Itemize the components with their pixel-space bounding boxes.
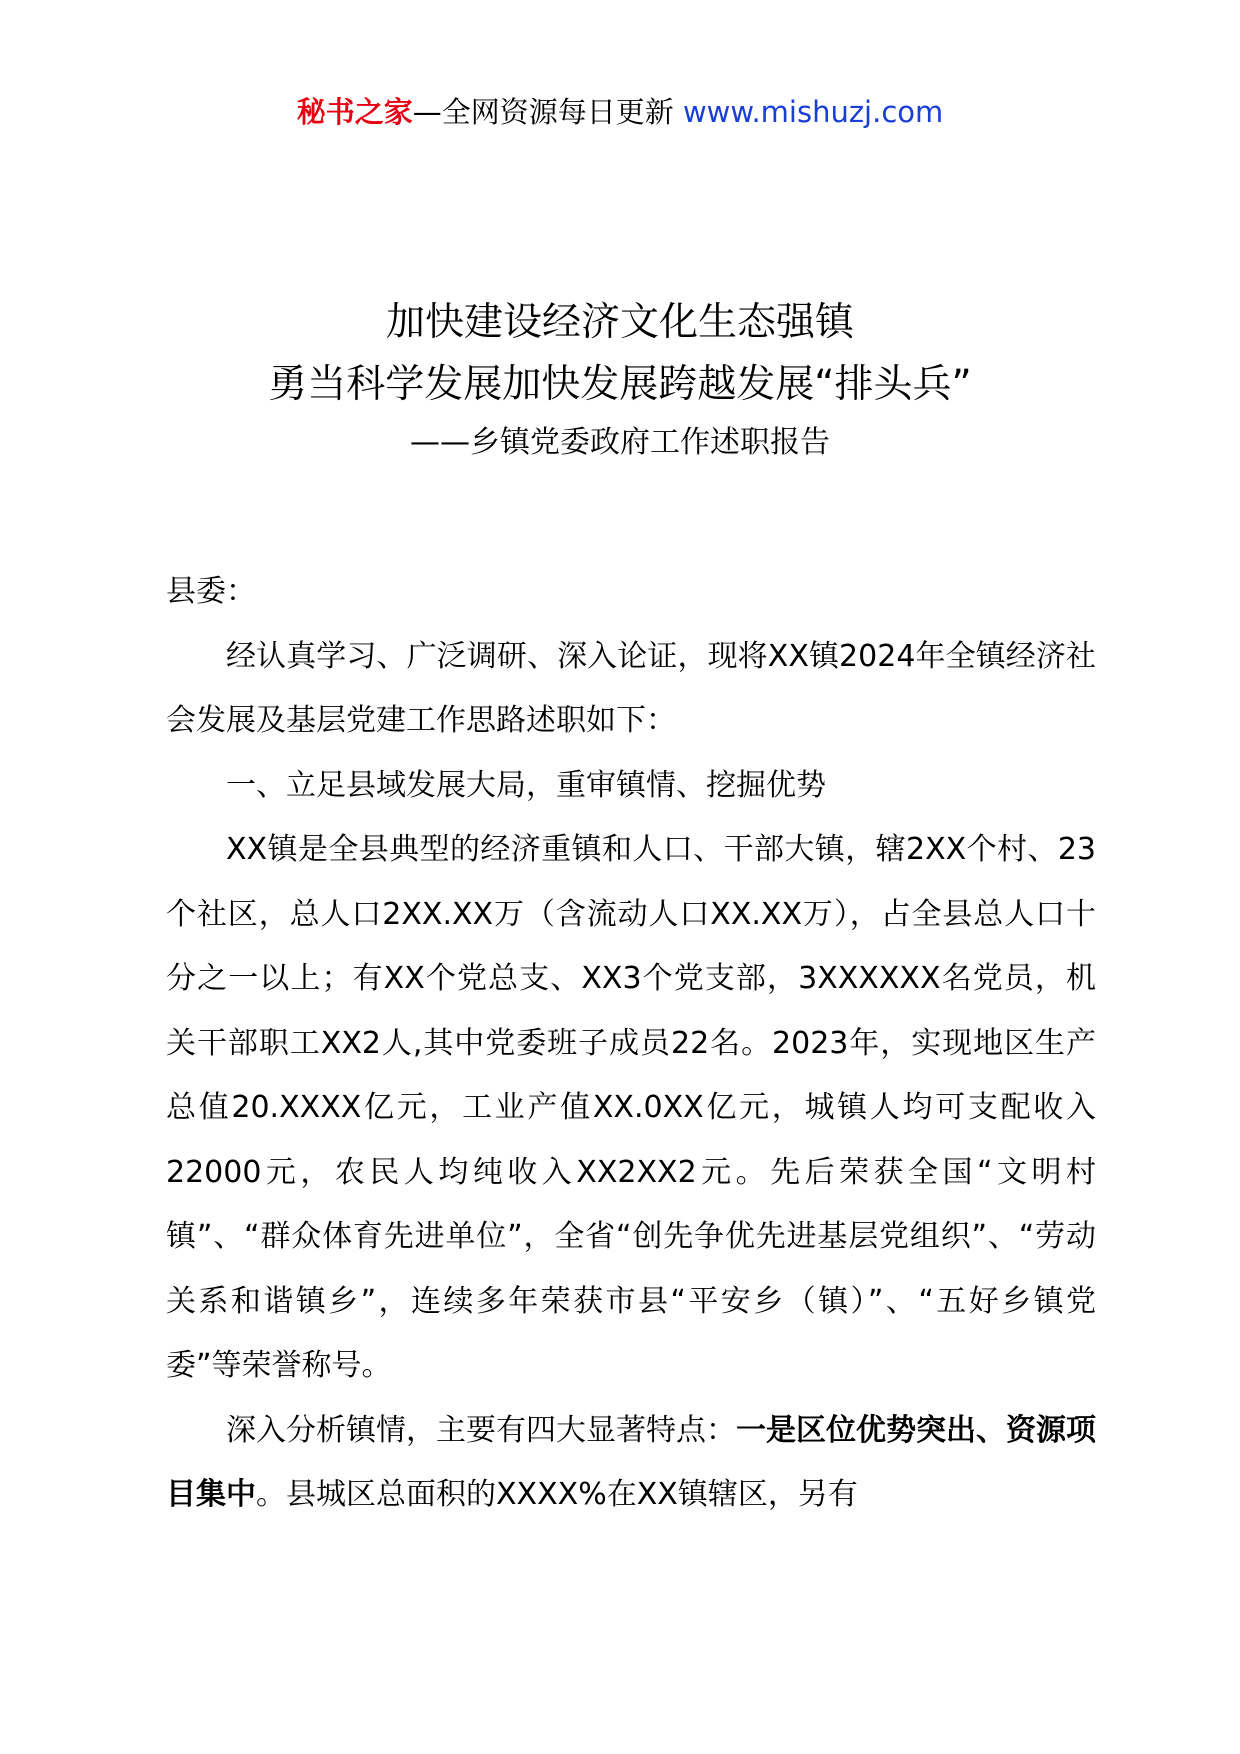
features-tail-text: 。县城区总面积的XXXX%在XX镇辖区，另有 bbox=[256, 1477, 858, 1512]
document-title-line-2: 勇当科学发展加快发展跨越发展“排头兵” bbox=[268, 362, 972, 407]
document-body bbox=[166, 560, 1096, 1528]
town-overview-paragraph: XX镇是全县典型的经济重镇和人口、干部大镇，辖2XX个村、23个社区，总人口2XX.XX万（含流动人口XX.XX万），占全县总人口十分之一以上；有XX个党总支、XX3个党支部，3XXXXXX名党员，机关干部职工XX2人,其中党委班子成员22名。2023年，实现地区生产总值20.XXXX亿元，工业产值XX.0XX亿元，城镇人均可支配收入22000元，农民人均纯收入XX2XX2元。先后荣获全国“文明村镇”、“群众体育先进单位”，全省“创先争优先进基层党组织”、“劳动关系和谐镇乡”，连续多年荣获市县“平安乡（镇）”、“五好乡镇党委”等荣誉称号。 bbox=[166, 832, 1096, 1383]
document-title-block bbox=[0, 292, 1240, 466]
site-url-link[interactable]: www.mishuzj.com bbox=[682, 95, 944, 129]
section-heading-1: 一、立足县域发展大局，重审镇情、挖掘优势 bbox=[226, 767, 826, 803]
features-paragraph bbox=[166, 1399, 1096, 1528]
features-lead-text: 深入分析镇情，主要有四大显著特点： bbox=[226, 1412, 736, 1448]
intro-paragraph: 经认真学习、广泛调研、深入论证，现将XX镇2024年全镇经济社会发展及基层党建工作思路述职如下： bbox=[166, 638, 1096, 738]
site-brand: 秘书之家 bbox=[296, 95, 413, 129]
site-tagline: —全网资源每日更新 bbox=[412, 95, 683, 129]
features-point-one: 一是区位优势突出、资源项目集中 bbox=[166, 1412, 1096, 1512]
site-header bbox=[0, 92, 1240, 132]
document-title-line-1: 加快建设经济文化生态强镇 bbox=[385, 300, 854, 345]
document-subtitle: ——乡镇党委政府工作述职报告 bbox=[410, 425, 830, 460]
salutation: 县委： bbox=[166, 574, 256, 609]
